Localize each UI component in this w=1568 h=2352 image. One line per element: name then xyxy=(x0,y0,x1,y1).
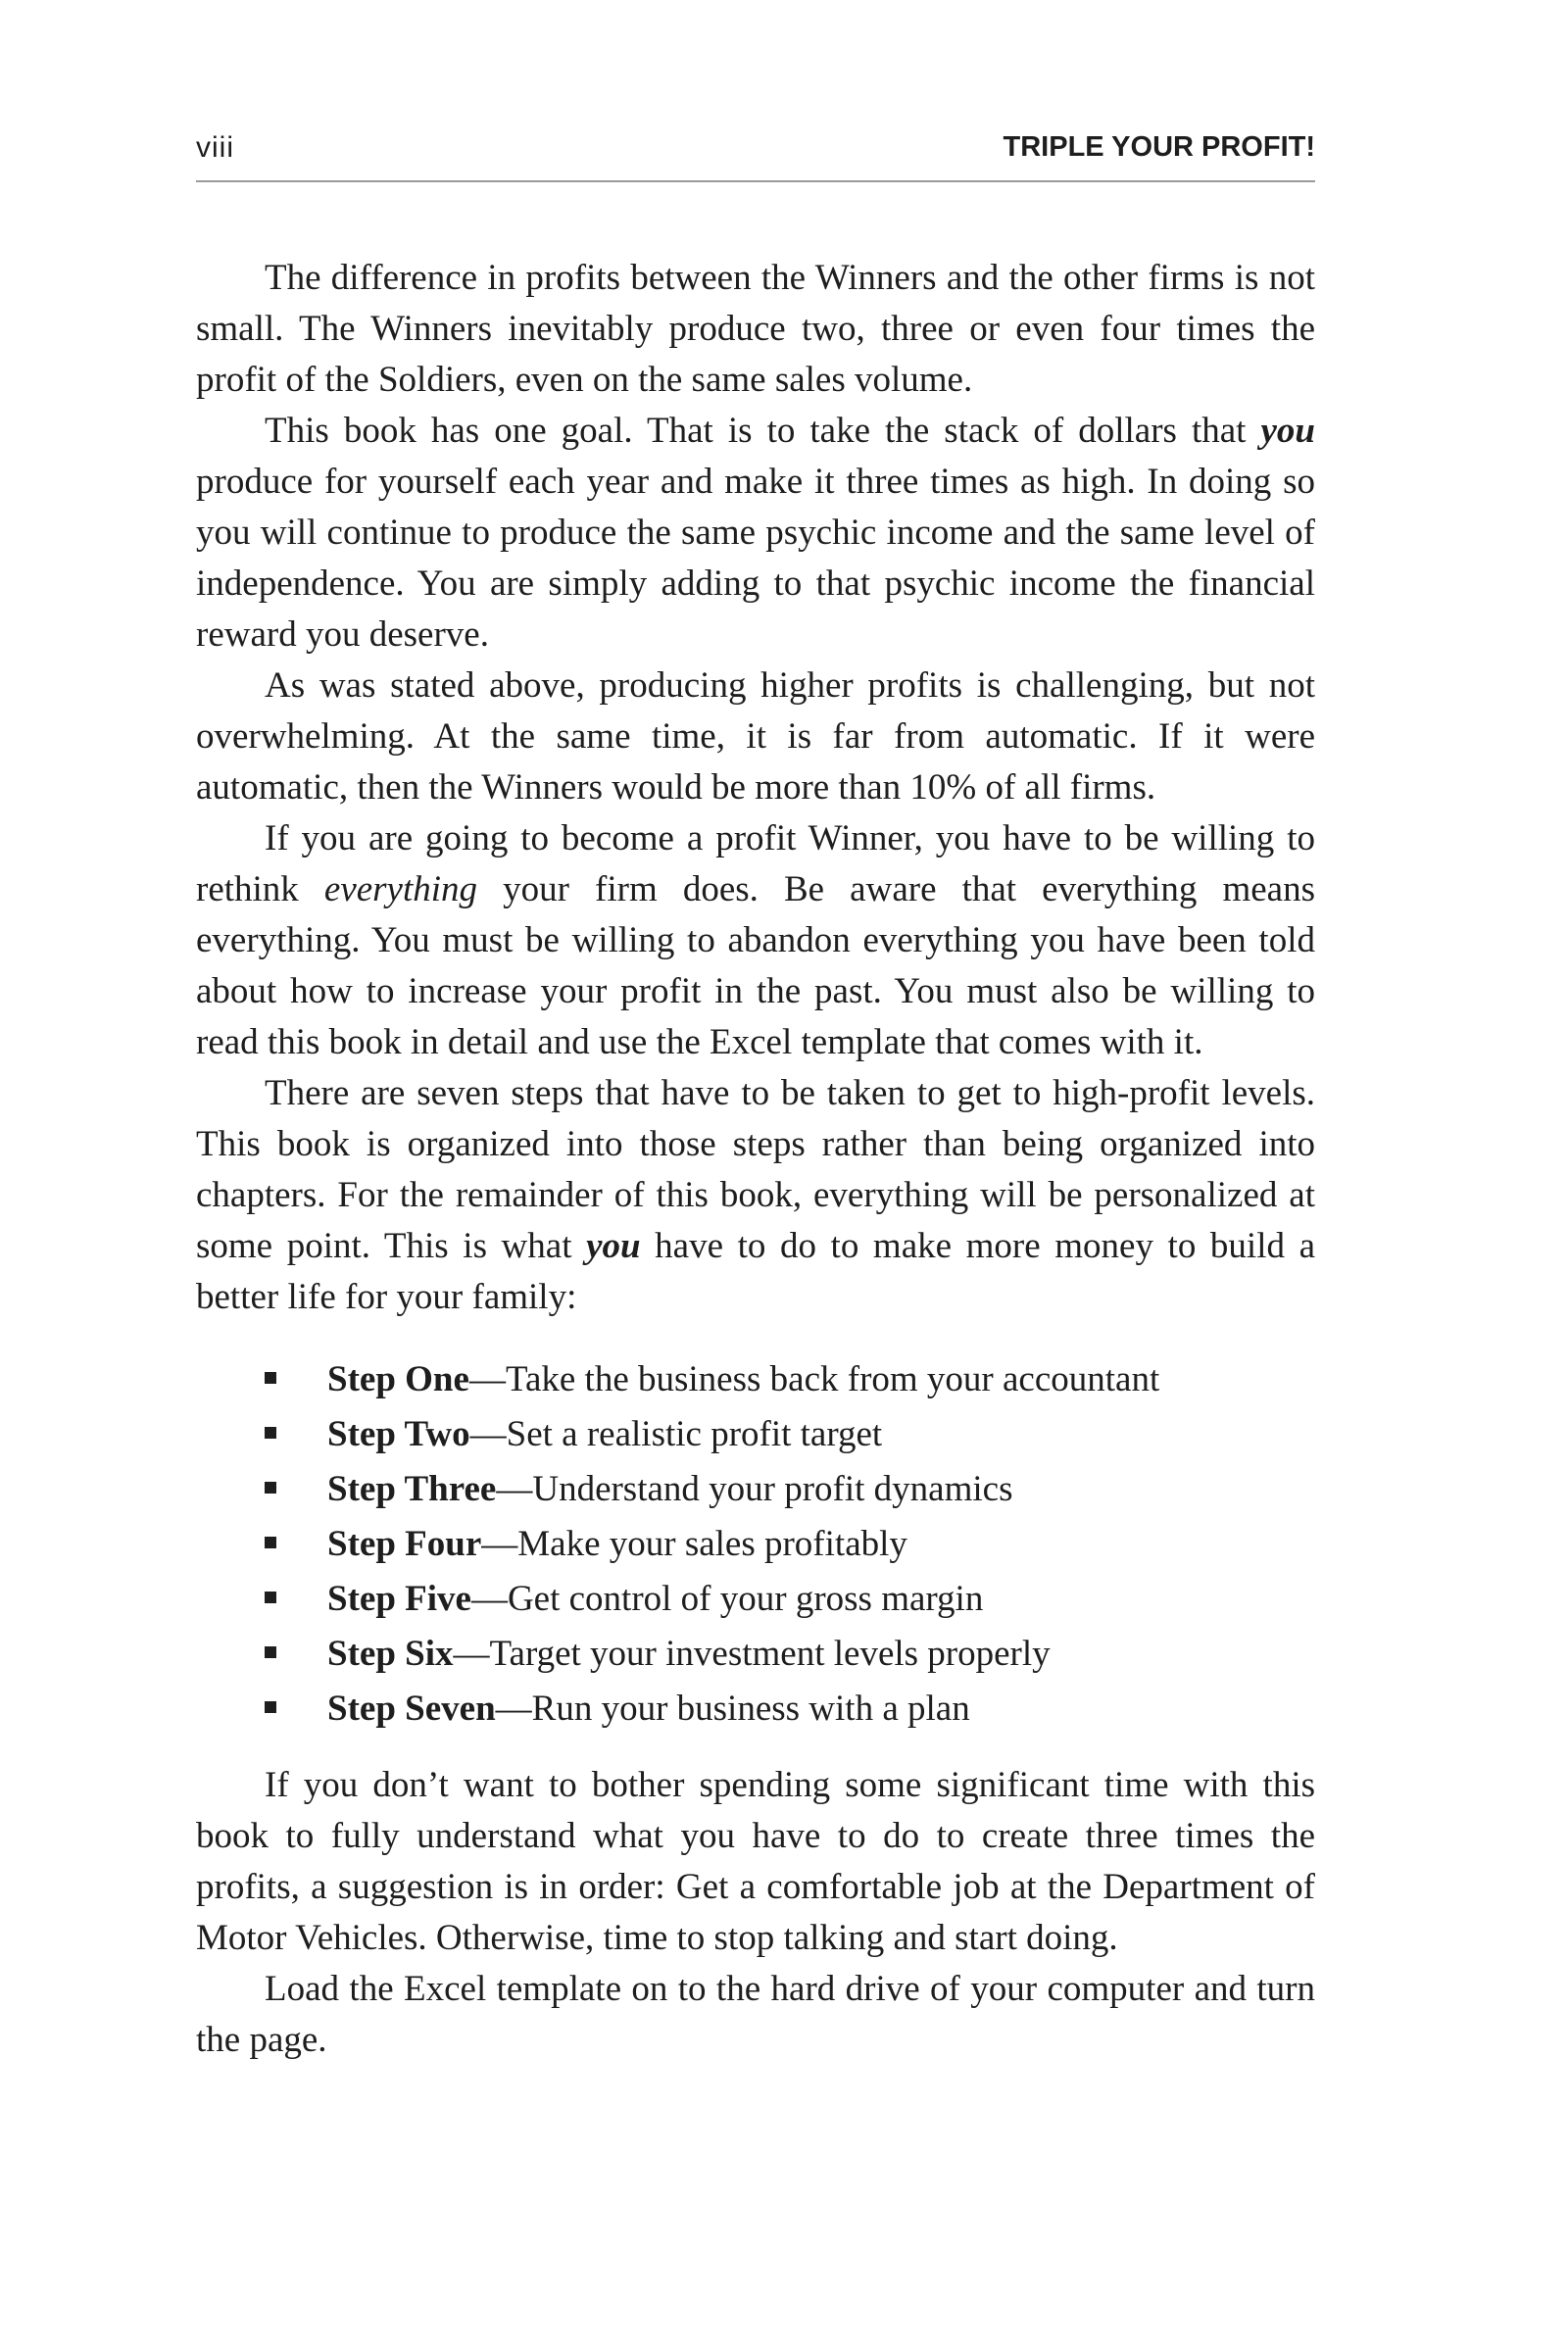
step-text: —Get control of your gross margin xyxy=(470,1579,984,1619)
paragraph-4 xyxy=(196,813,1315,1068)
list-item xyxy=(196,1682,1315,1737)
step-name: Step Six xyxy=(327,1634,454,1674)
step-name: Step Two xyxy=(327,1414,470,1454)
square-bullet-icon xyxy=(265,1646,276,1658)
paragraph-3: As was stated above, producing higher profits is challenging, but not overwhelming. At the same time, it is far from automatic. If it were automatic, then the Winners would be more than 10% of all firms. xyxy=(196,665,1315,808)
square-bullet-icon xyxy=(265,1482,276,1494)
paragraph-2-text-b: produce for yourself each year and make it three times as high. In doing so you will continue to produce the same psychic income and the same level of independence. You are simply adding to that psychic income the financial reward you deserve. xyxy=(196,462,1315,655)
page-body xyxy=(196,253,1315,2066)
list-item xyxy=(196,1517,1315,1572)
step-name: Step Five xyxy=(327,1579,471,1619)
emphasis-you: you xyxy=(586,1226,641,1266)
step-text: —Make your sales profitably xyxy=(481,1524,907,1564)
step-name: Step Three xyxy=(327,1469,497,1509)
paragraph-5-text-a: There are seven steps that have to be taken to get to high-profit levels. This book is organized into those steps rather than being organized into chapters. For the remainder of this book, everything will be personalized at some point. This is what xyxy=(196,1073,1315,1266)
list-item xyxy=(196,1352,1315,1407)
emphasis-everything: everything xyxy=(323,869,478,909)
step-text: —Run your business with a plan xyxy=(495,1689,970,1729)
step-text: —Understand your profit dynamics xyxy=(496,1469,1013,1509)
step-name: Step Seven xyxy=(327,1689,496,1729)
step-text: —Set a realistic profit target xyxy=(469,1414,883,1454)
paragraph-1: The difference in profits between the Winners and the other firms is not small. The Winners inevitably produce two, three or even four times the profit of the Soldiers, even on the same sales volume. xyxy=(196,258,1315,400)
paragraph-2 xyxy=(196,406,1315,661)
step-name: Step Four xyxy=(327,1524,482,1564)
square-bullet-icon xyxy=(265,1372,276,1384)
paragraph-4-text-b: your firm does. Be aware that everything means everything. You must be willing to abandon everything you have been told about how to increase your profit in the past. You must also be willing to read this book in detail and use the Excel template that comes with it. xyxy=(196,869,1315,1062)
step-name: Step One xyxy=(327,1359,469,1399)
paragraph-6: If you don’t want to bother spending some significant time with this book to fully understand what you have to do to create three times the profits, a suggestion is in order: Get a comfortable job at the Department of Motor Vehicles. Otherwise, time to stop talking and start doing. xyxy=(196,1765,1315,1958)
step-text: —Take the business back from your accountant xyxy=(468,1359,1160,1399)
list-item xyxy=(196,1572,1315,1627)
paragraph-5-text-b: have to do to make more money to build a better life for your family: xyxy=(196,1226,1315,1317)
square-bullet-icon xyxy=(265,1427,276,1439)
steps-list xyxy=(196,1352,1315,1737)
paragraph-7: Load the Excel template on to the hard drive of your computer and turn the page. xyxy=(196,1969,1315,2060)
running-title: TRIPLE YOUR PROFIT! xyxy=(1003,131,1315,163)
list-item xyxy=(196,1462,1315,1517)
running-header xyxy=(196,131,1315,182)
emphasis-you: you xyxy=(1260,411,1315,451)
step-text: —Target your investment levels properly xyxy=(453,1634,1051,1674)
paragraph-2-text-a: This book has one goal. That is to take the stack of dollars that xyxy=(265,411,1261,451)
paragraph-5 xyxy=(196,1068,1315,1323)
page-number: viii xyxy=(196,131,234,164)
square-bullet-icon xyxy=(265,1537,276,1548)
list-item xyxy=(196,1627,1315,1682)
square-bullet-icon xyxy=(265,1701,276,1713)
paragraph-4-text-a: If you are going to become a profit Winner, you have to be willing to rethink xyxy=(196,818,1315,909)
square-bullet-icon xyxy=(265,1592,276,1603)
list-item xyxy=(196,1407,1315,1462)
